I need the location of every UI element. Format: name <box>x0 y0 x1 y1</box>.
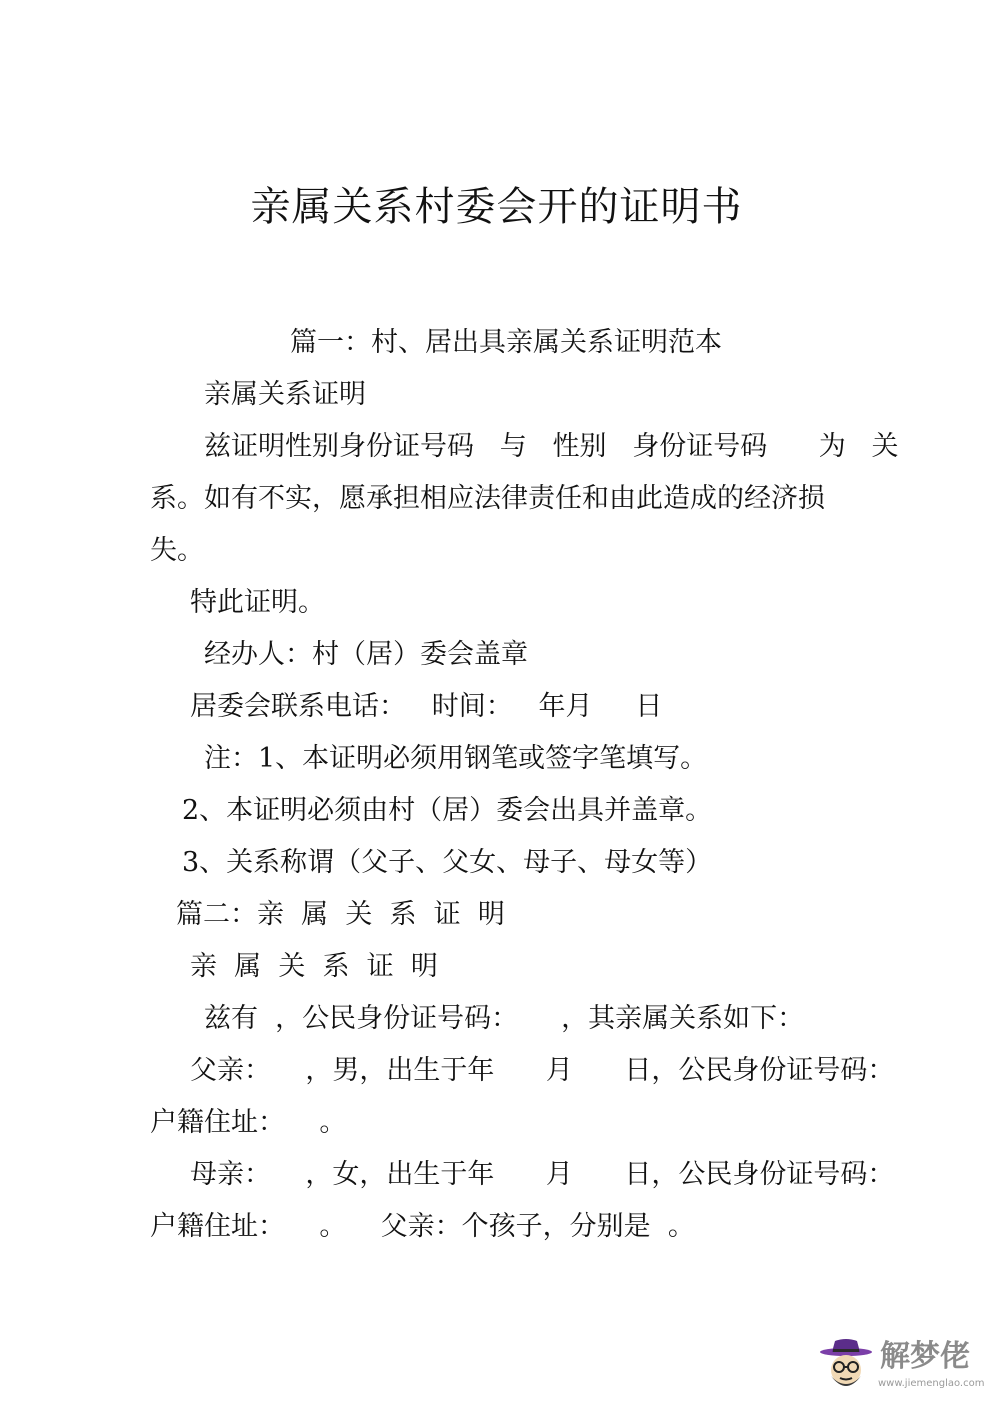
watermark-url: www.jiemenglao.com <box>878 1378 985 1389</box>
paragraph-line: 2、本证明必须由村（居）委会出具并盖章。 <box>182 795 713 826</box>
detective-face-icon <box>818 1338 874 1396</box>
paragraph-line: 3、关系称谓（父子、父女、母子、母女等） <box>182 847 713 878</box>
paragraph-line: 兹有 ，公民身份证号码： ，其亲属关系如下： <box>204 1003 805 1034</box>
paragraph-line: 兹证明性别身份证号码 与 性别 身份证号码 为 关 <box>204 431 899 462</box>
paragraph-line: 失。 <box>150 535 204 566</box>
watermark-site-name: 解梦佬 <box>880 1339 970 1374</box>
section-heading-2: 篇二：亲 属 关 系 证 明 <box>176 899 505 930</box>
paragraph-line: 亲 属 关 系 证 明 <box>190 951 438 982</box>
paragraph-line: 特此证明。 <box>190 587 325 618</box>
document-title: 亲属关系村委会开的证明书 <box>250 184 743 230</box>
paragraph-line: 注：1、本证明必须用钢笔或签字笔填写。 <box>204 743 708 774</box>
paragraph-line: 户籍住址： 。 <box>150 1107 347 1138</box>
paragraph-line: 系。如有不实，愿承担相应法律责任和由此造成的经济损 <box>150 483 825 514</box>
section-heading-1: 篇一：村、居出具亲属关系证明范本 <box>290 327 722 358</box>
watermark <box>818 1338 988 1396</box>
paragraph-line: 母亲： ，女，出生于年 月 日，公民身份证号码： <box>190 1159 895 1190</box>
paragraph-line: 经办人：村（居）委会盖章 <box>204 639 528 670</box>
paragraph-line: 父亲： ，男，出生于年 月 日，公民身份证号码： <box>190 1055 895 1086</box>
paragraph-line: 户籍住址： 。 父亲：个孩子，分别是 。 <box>150 1211 695 1242</box>
paragraph-line: 亲属关系证明 <box>204 379 366 410</box>
paragraph-line: 居委会联系电话： 时间： 年月 日 <box>190 691 663 722</box>
